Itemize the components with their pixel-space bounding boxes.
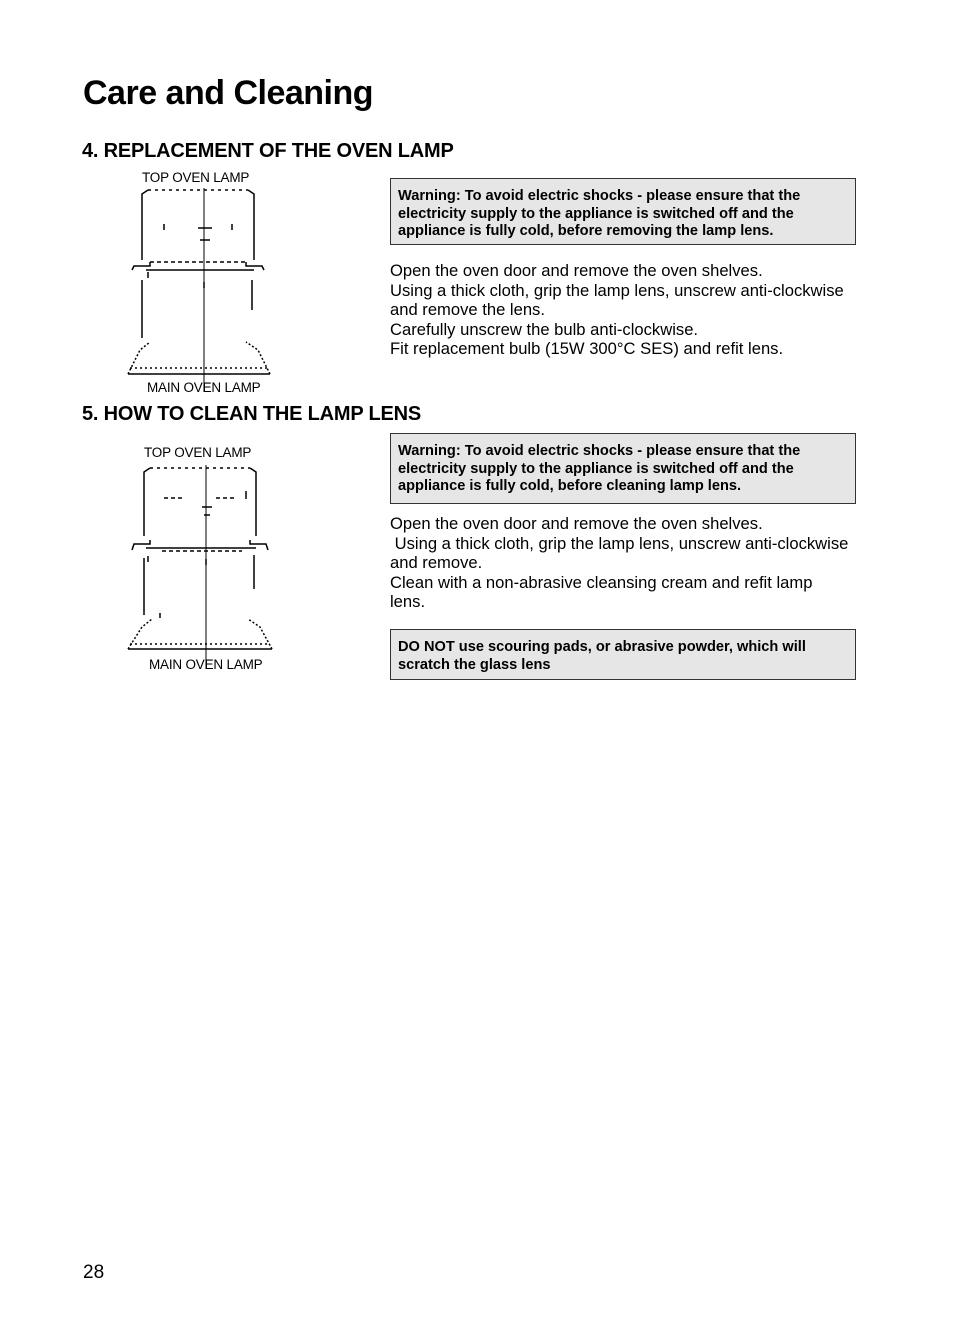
page-title: Care and Cleaning xyxy=(83,74,374,112)
instruction-line: Carefully unscrew the bulb anti-clockwise. xyxy=(390,319,699,339)
section-heading-replacement: 4. REPLACEMENT OF THE OVEN LAMP xyxy=(82,140,454,162)
instruction-line: Using a thick cloth, grip the lamp lens, unscrew anti-clockwise and remove the lens. xyxy=(390,280,849,320)
main-oven-lamp-label: MAIN OVEN LAMP xyxy=(149,657,263,672)
instruction-line: Using a thick cloth, grip the lamp lens, unscrew anti-clockwise and remove. xyxy=(390,533,854,573)
top-oven-lamp-label: TOP OVEN LAMP xyxy=(144,445,252,460)
oven-outline-drawing xyxy=(120,168,280,400)
instruction-line: Clean with a non-abrasive cleansing cream and refit lamp lens. xyxy=(390,572,818,612)
lamp-lens-diagram xyxy=(120,443,280,678)
section-heading-clean-lens: 5. HOW TO CLEAN THE LAMP LENS xyxy=(82,403,422,425)
instruction-line: Open the oven door and remove the oven shelves. xyxy=(390,261,763,280)
page-number: 28 xyxy=(83,1262,105,1283)
instruction-line: Open the oven door and remove the oven shelves. xyxy=(390,514,763,533)
main-oven-lamp-label: MAIN OVEN LAMP xyxy=(147,380,261,395)
oven-lamp-diagram xyxy=(120,168,280,400)
caution-box-abrasives: DO NOT use scouring pads, or abrasive powder, which will scratch the glass lens xyxy=(390,629,856,680)
instructions-replacement xyxy=(390,261,850,359)
instructions-clean-lens xyxy=(390,514,854,612)
instruction-line: Fit replacement bulb (15W 300°C SES) and refit lens. xyxy=(390,339,784,359)
top-oven-lamp-label: TOP OVEN LAMP xyxy=(142,170,250,185)
warning-box-clean-lens: Warning: To avoid electric shocks - please ensure that the electricity supply to the appliance is switched off and the appliance is fully cold, before cleaning lamp lens. xyxy=(390,433,856,504)
oven-outline-drawing xyxy=(120,443,280,678)
warning-box-replacement: Warning: To avoid electric shocks - please ensure that the electricity supply to the appliance is switched off and the appliance is fully cold, before removing the lamp lens. xyxy=(390,178,856,245)
